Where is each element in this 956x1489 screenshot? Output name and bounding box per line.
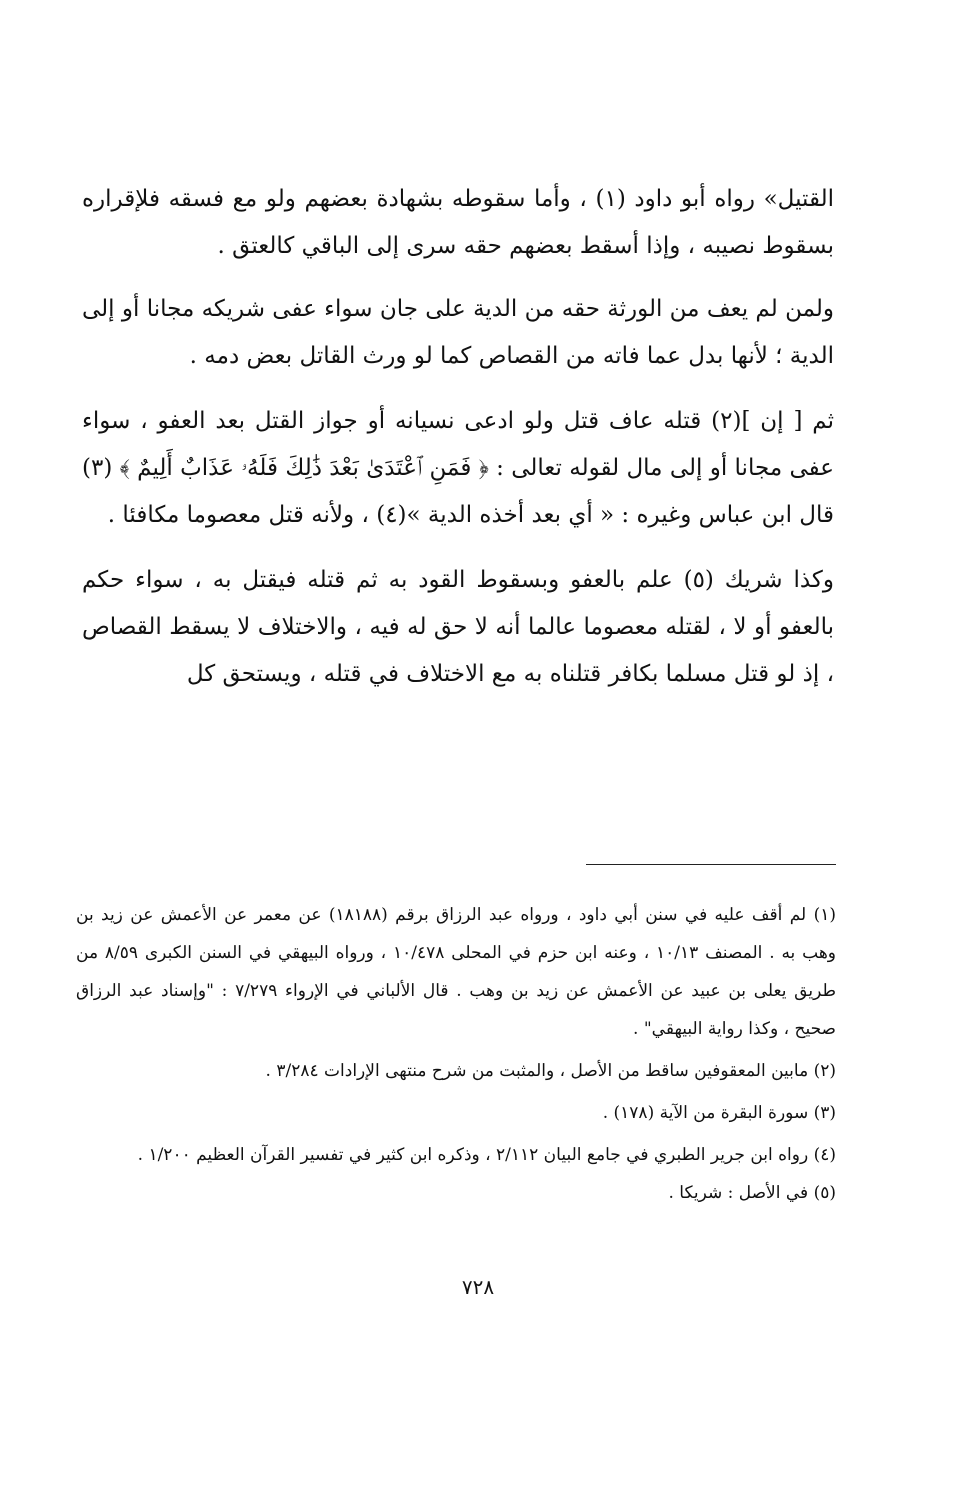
footnote-3: (٣) سورة البقرة من الآية (١٧٨) .	[602, 1103, 836, 1123]
footnote-5: (٥) في الأصل : شريكا .	[668, 1183, 836, 1203]
footnote-4: (٤) رواه ابن جرير الطبري في جامع البيان ٢/١١٢ ، وذكره ابن كثير في تفسير القرآن العظيم ١/٢٠٠ .	[137, 1145, 836, 1165]
footnotes	[76, 896, 836, 1212]
paragraph-killing-after-pardon: ثم [ إن ](٢) قتله عاف قتل ولو ادعى نسيانه أو جواز القتل بعد العفو ، سواء عفى مجانا أو إلى مال لقوله تعالى : ﴿ فَمَنِ ٱعْتَدَىٰ بَعْدَ ذَٰلِكَ فَلَهُۥ عَذَابٌ أَلِيمٌ ﴾ (٣) قال ابن عباس وغيره : « أي بعد أخذه الدية »(٤) ، ولأنه قتل معصوما مكافئا .	[82, 408, 834, 528]
page-number: ٧٢٨	[461, 1275, 495, 1299]
footnote-separator	[586, 864, 836, 865]
paragraph-partner-knowledge: وكذا شريك (٥) علم بالعفو وبسقوط القود به ثم قتله فيقتل به ، سواء حكم بالعفو أو لا ، لقتله معصوما عالما أنه لا حق له فيه ، والاختلاف لا يسقط القصاص ، إذ لو قتل مسلما بكافر قتلناه به مع الاختلاف في قتله ، ويستحق كل	[82, 567, 834, 687]
paragraph-qatil-testimony: القتيل» رواه أبو داود (١) ، وأما سقوطه بشهادة بعضهم ولو مع فسقه فلإقراره بسقوط نصيبه ، وإذا أسقط بعضهم حقه سرى إلى الباقي كالعتق .	[82, 186, 835, 259]
paragraph-diya-share: ولمن لم يعف من الورثة حقه من الدية على جان سواء عفى شريكه مجانا أو إلى الدية ؛ لأنها بدل عما فاته من القصاص كما لو ورث القاتل بعض دمه .	[82, 296, 834, 369]
main-text	[82, 176, 834, 716]
footnote-2: (٢) مابين المعقوفين ساقط من الأصل ، والمثبت من شرح منتهى الإرادات ٣/٢٨٤ .	[265, 1061, 836, 1081]
footnote-1: (١) لم أقف عليه في سنن أبي داود ، ورواه عبد الرزاق برقم (١٨١٨٨) عن معمر عن الأعمش عن زيد بن وهب به . المصنف ١٠/١٣ ، وعنه ابن حزم في المحلى ١٠/٤٧٨ ، ورواه البيهقي في السنن الكبرى ٨/٥٩ من طريق يعلى بن عبيد عن الأعمش عن زيد بن وهب . قال الألباني في الإرواء ٧/٢٧٩ : "وإسناد عبد الرزاق صحيح ، وكذا رواية البيهقي" .	[76, 905, 836, 1039]
